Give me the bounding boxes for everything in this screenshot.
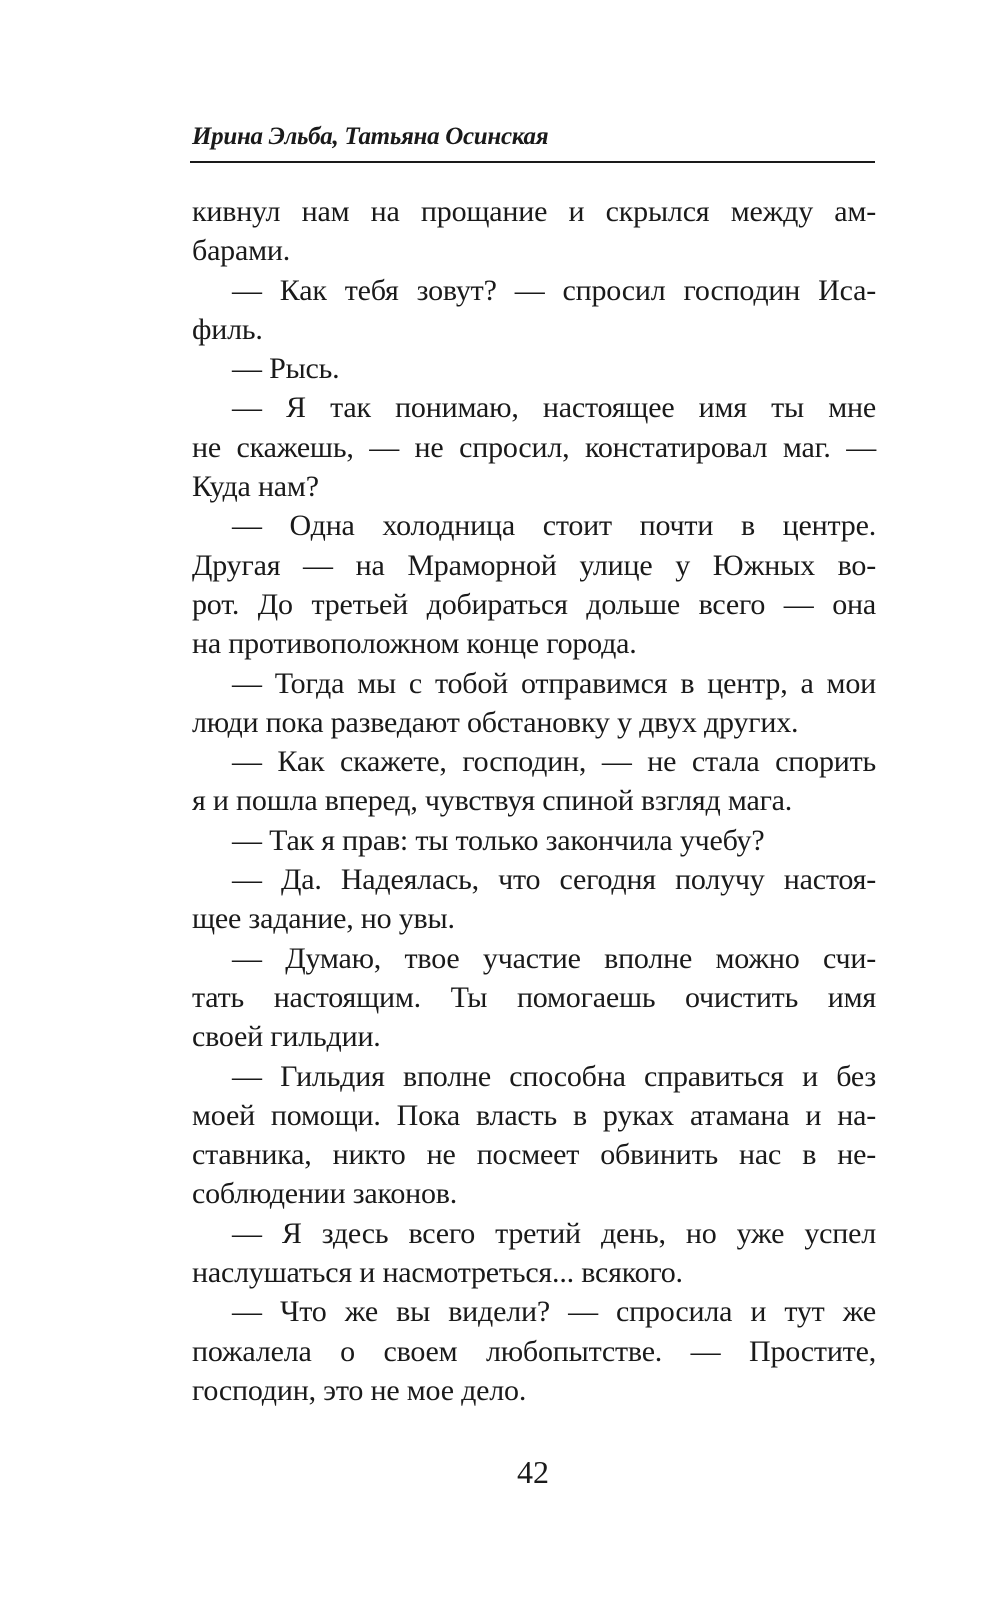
text-line: наслушаться и насмотреться... всякого. [192,1256,683,1290]
text-line: — Думаю, твое участие вполне можно счи- [232,941,876,975]
text-line: — Одна холодница стоит почти в центре. [232,509,876,543]
text-line: — Я здесь всего третий день, но уже успел [232,1216,876,1250]
text-line: господин, это не мое дело. [192,1373,527,1407]
text-line: — Гильдия вполне способна справиться и без [232,1059,876,1093]
text-line: кивнул нам на прощание и скрылся между ам- [192,195,876,228]
text-line: тать настоящим. Ты помогаешь очистить имя [192,980,876,1014]
body-text [192,192,876,1410]
running-header-title: Ирина Эльба, Татьяна Осинская [192,123,549,150]
page-number: 42 [517,1454,549,1490]
text-line: — Как тебя зовут? — спросил господин Иса- [232,273,876,307]
text-line: моей помощи. Пока власть в руках атамана и на- [192,1098,876,1132]
text-line: на противоположном конце города. [192,627,637,661]
text-line: я и пошла вперед, чувствуя спиной взгляд мага. [192,784,793,818]
text-line: — Что же вы видели? — спросила и тут же [232,1295,876,1329]
text-line: — Как скажете, господин, — не стала спорить [232,745,876,779]
text-line: не скажешь, — не спросил, констатировал маг. — [192,430,876,464]
text-line: — Рысь. [232,352,340,386]
text-line: люди пока разведают обстановку у двух других. [192,705,799,739]
text-line: филь. [192,312,263,346]
text-line: барами. [192,234,291,268]
text-line: соблюдении законов. [192,1177,458,1211]
text-line: — Тогда мы с тобой отправимся в центр, а мои [232,666,876,700]
text-line: ставника, никто не посмеет обвинить нас в не- [192,1138,876,1172]
text-line: — Да. Надеялась, что сегодня получу настоя- [232,863,876,897]
text-line: — Я так понимаю, настоящее имя ты мне [232,391,876,425]
text-line: Куда нам? [192,470,319,504]
text-line: Другая — на Мраморной улице у Южных во- [192,548,876,582]
text-line: своей гильдии. [192,1020,381,1054]
header-rule [190,161,875,163]
text-line: — Так я прав: ты только закончила учебу? [232,823,765,857]
text-line: рот. До третьей добираться дольше всего — она [192,587,876,621]
text-line: пожалела о своем любопытстве. — Простите, [192,1334,876,1368]
text-line: щее задание, но увы. [192,902,455,936]
